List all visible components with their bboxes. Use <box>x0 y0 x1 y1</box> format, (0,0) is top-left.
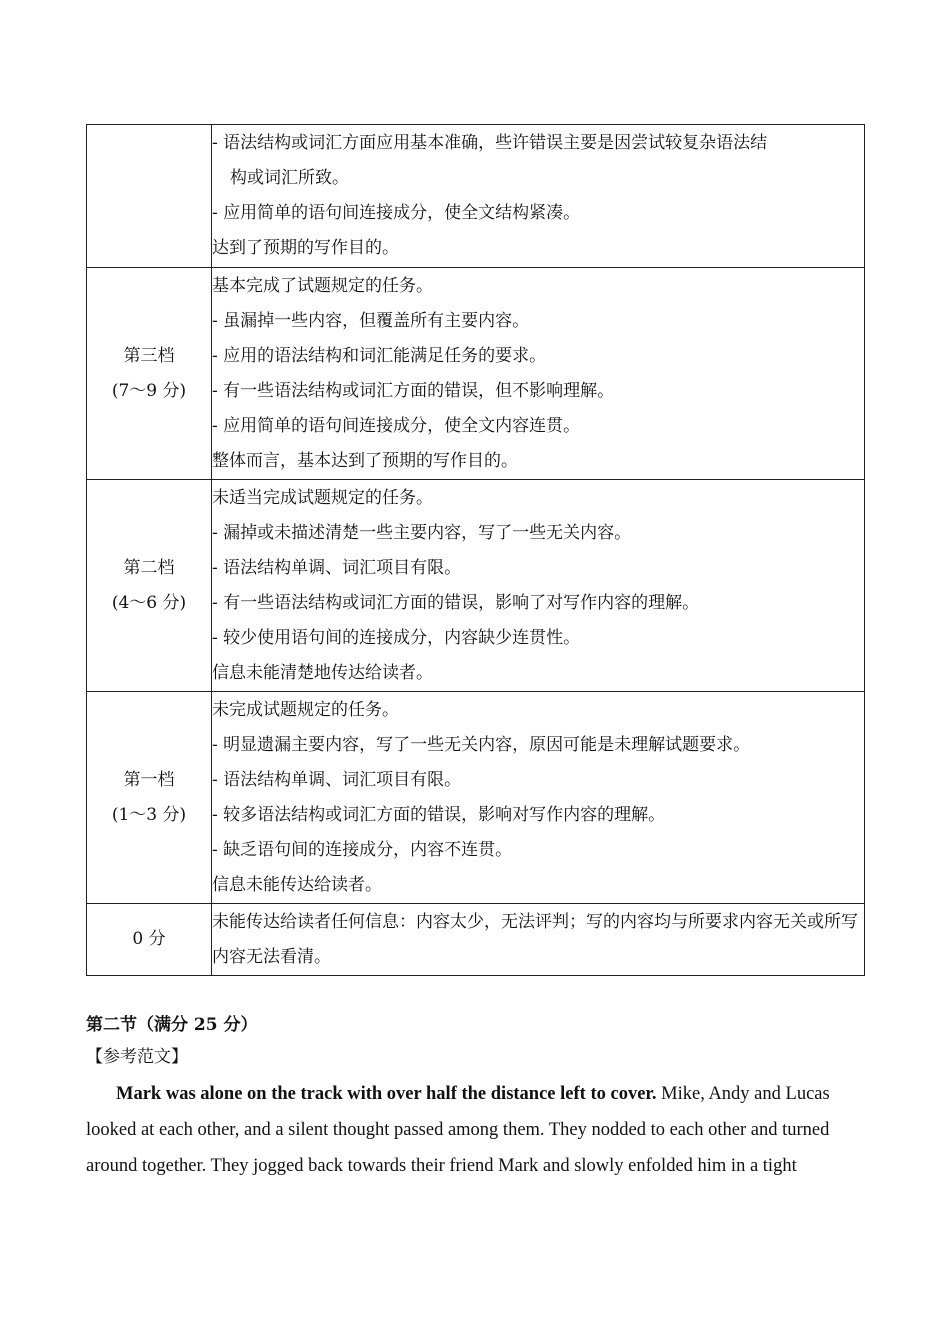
essay-body-text: Mike, Andy and Lucas looked at each other, and a silent thought passed among them. They nodded to each other and turned around together. They jogged back towards their friend Mark and slowly enfolded him in a tight <box>86 1084 830 1176</box>
section-subtitle: 【参考范文】 <box>86 1047 188 1067</box>
criteria-line: - 应用简单的语句间连接成分，使全文内容连贯。 <box>212 415 581 436</box>
grade-label: 第三档 <box>123 345 175 366</box>
model-essay-paragraph <box>86 1076 862 1184</box>
criteria-line: - 语法结构或词汇方面应用基本准确，些许错误主要是因尝试较复杂语法结 <box>212 133 768 153</box>
rubric-row-band1 <box>87 692 865 904</box>
criteria-line: - 有一些语法结构或词汇方面的错误，影响了对写作内容的理解。 <box>212 592 700 613</box>
criteria-cell <box>212 480 865 692</box>
criteria-cell <box>212 125 865 268</box>
section-title: 第二节（满分 25 分） <box>86 1015 258 1035</box>
criteria-line: - 明显遗漏主要内容，写了一些无关内容，原因可能是未理解试题要求。 <box>212 734 751 755</box>
criteria-cell <box>212 904 865 976</box>
criteria-text: 未能传达给读者任何信息：内容太少，无法评判；写的内容均与所要求内容无关或所写内容无法看清。 <box>212 911 858 967</box>
criteria-line: - 缺乏语句间的连接成分，内容不连贯。 <box>212 839 513 860</box>
grade-range: (1～3 分) <box>111 804 187 825</box>
grade-cell-band1 <box>87 692 212 904</box>
criteria-line: 信息未能传达给读者。 <box>212 874 382 895</box>
criteria-line: - 较少使用语句间的连接成分，内容缺少连贯性。 <box>212 627 581 648</box>
grade-label: 第二档 <box>123 557 175 578</box>
grade-range: (7～9 分) <box>111 380 187 401</box>
grade-label: 第一档 <box>123 769 175 790</box>
criteria-cell <box>212 268 865 480</box>
rubric-row-continued <box>87 125 865 268</box>
rubric-row-band3 <box>87 268 865 480</box>
criteria-line: 达到了预期的写作目的。 <box>212 238 399 258</box>
criteria-line: - 语法结构单调、词汇项目有限。 <box>212 769 462 790</box>
criteria-line: - 应用简单的语句间连接成分，使全文结构紧凑。 <box>212 203 581 223</box>
grade-cell-band3 <box>87 268 212 480</box>
criteria-line: - 应用的语法结构和词汇能满足任务的要求。 <box>212 345 547 366</box>
rubric-row-band0 <box>87 904 865 976</box>
criteria-line: - 虽漏掉一些内容，但覆盖所有主要内容。 <box>212 310 530 331</box>
scoring-rubric-table <box>86 124 865 976</box>
grade-range: (4～6 分) <box>111 592 187 613</box>
essay-opening-sentence: Mark was alone on the track with over half the distance left to cover. <box>116 1084 657 1104</box>
criteria-line: 未适当完成试题规定的任务。 <box>212 487 433 508</box>
grade-cell-empty <box>87 125 212 268</box>
grade-cell-band0 <box>87 904 212 976</box>
criteria-line: - 有一些语法结构或词汇方面的错误，但不影响理解。 <box>212 380 615 401</box>
criteria-cell <box>212 692 865 904</box>
criteria-line: 整体而言，基本达到了预期的写作目的。 <box>212 450 518 471</box>
grade-label: 0 分 <box>132 929 166 949</box>
criteria-line: - 语法结构单调、词汇项目有限。 <box>212 557 462 578</box>
grade-cell-band2 <box>87 480 212 692</box>
criteria-line: 构或词汇所致。 <box>230 168 349 188</box>
criteria-line: 基本完成了试题规定的任务。 <box>212 275 433 296</box>
criteria-line: - 较多语法结构或词汇方面的错误，影响对写作内容的理解。 <box>212 804 666 825</box>
criteria-line: 未完成试题规定的任务。 <box>212 699 399 720</box>
criteria-line: 信息未能清楚地传达给读者。 <box>212 662 433 683</box>
criteria-line: - 漏掉或未描述清楚一些主要内容，写了一些无关内容。 <box>212 522 632 543</box>
rubric-row-band2 <box>87 480 865 692</box>
